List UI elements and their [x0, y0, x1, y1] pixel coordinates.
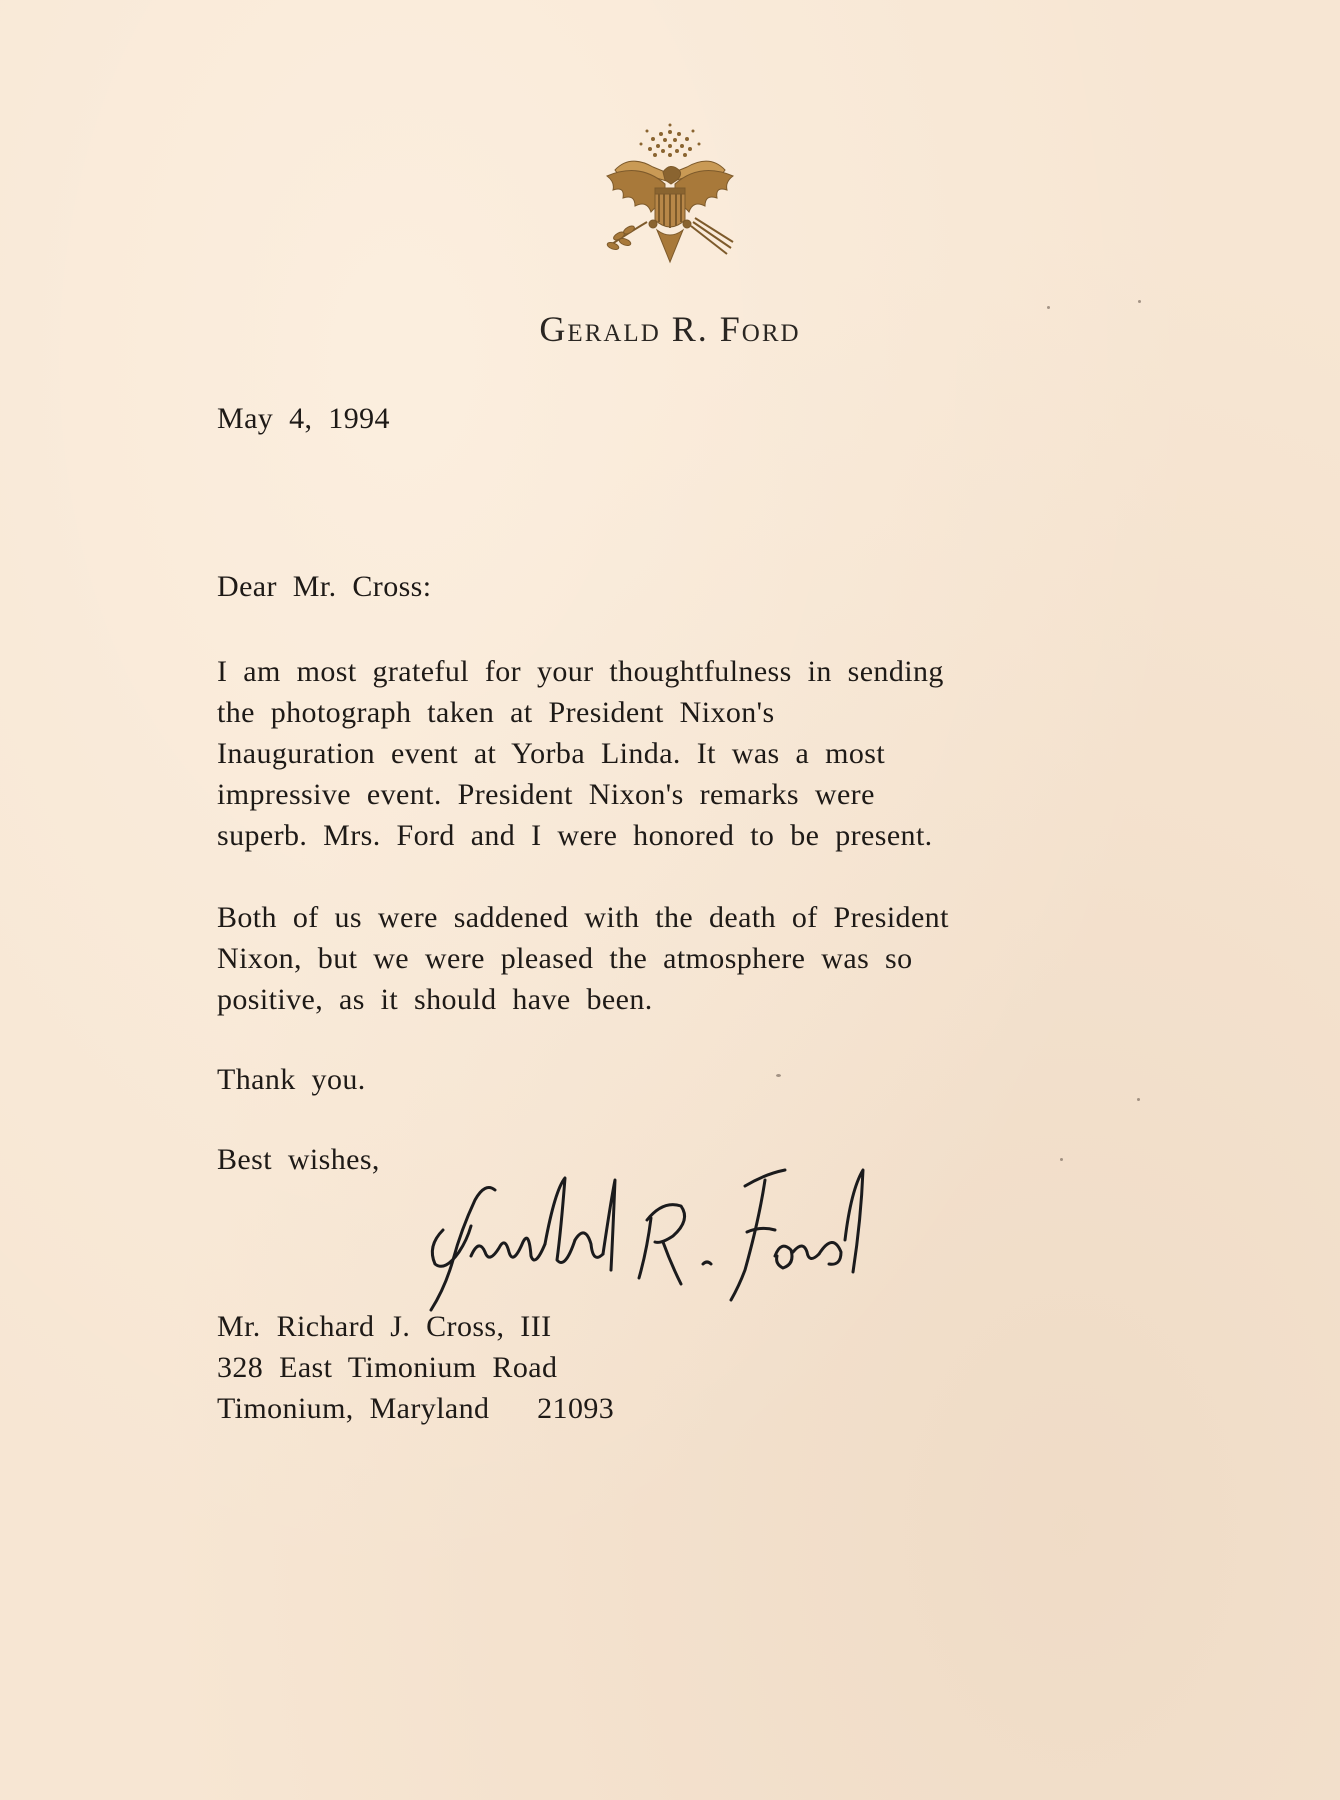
paragraph-2 — [217, 897, 949, 1020]
paper-speck — [1137, 1098, 1140, 1101]
handwritten-signature-icon — [415, 1160, 905, 1320]
paragraph-line: I am most grateful for your thoughtfulness in sending — [217, 655, 944, 688]
paper-speck — [1060, 1158, 1063, 1161]
presidential-eagle-seal-icon — [595, 122, 745, 278]
recipient-city-state-zip: Timonium, Maryland 21093 — [217, 1392, 615, 1425]
letterhead-name: Gerald R. Ford — [539, 309, 801, 349]
paragraph-line: impressive event. President Nixon's remarks were — [217, 778, 875, 811]
recipient-street: 328 East Timonium Road — [217, 1351, 558, 1384]
paragraph-1 — [217, 651, 944, 856]
closing-line: Best wishes, — [217, 1143, 380, 1176]
letter-date: May 4, 1994 — [217, 402, 390, 435]
paper-speck — [776, 1074, 781, 1077]
paragraph-line: Both of us were saddened with the death of President — [217, 901, 949, 934]
paragraph-line: Inauguration event at Yorba Linda. It was a most — [217, 737, 886, 770]
recipient-name: Mr. Richard J. Cross, III — [217, 1310, 552, 1343]
salutation: Dear Mr. Cross: — [217, 570, 432, 603]
paragraph-line: the photograph taken at President Nixon's — [217, 696, 775, 729]
paragraph-line: Nixon, but we were pleased the atmosphere was so — [217, 942, 913, 975]
thanks-line: Thank you. — [217, 1063, 366, 1096]
paragraph-line: superb. Mrs. Ford and I were honored to be present. — [217, 819, 933, 852]
paper-speck — [1138, 300, 1141, 303]
paragraph-line: positive, as it should have been. — [217, 983, 653, 1016]
seal-stars — [640, 124, 701, 158]
